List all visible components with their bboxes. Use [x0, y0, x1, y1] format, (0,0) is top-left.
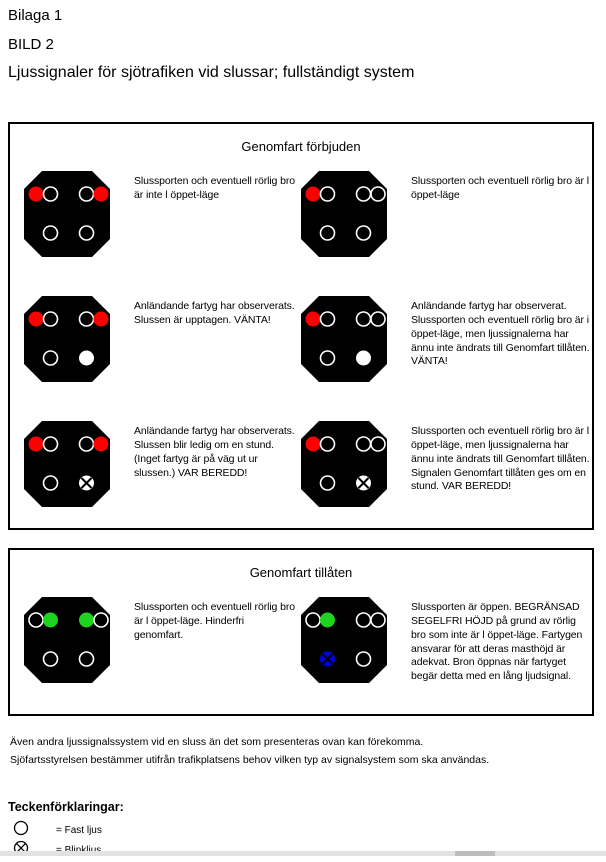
light-off	[44, 351, 58, 365]
light-off	[44, 476, 58, 490]
signal-panel	[24, 421, 110, 512]
signal-description: Slussporten och eventuell rörlig bro är l öppet-läge, men ljussignalerna har ännu inte ändrats till Genomfart tillåten. Signalen Genomfart tillåten ges om en stund. VAR BEREDD!	[411, 425, 590, 493]
light-off	[44, 312, 58, 326]
light-red	[306, 312, 321, 327]
light-off	[29, 613, 43, 627]
signal-entry	[10, 412, 301, 537]
signal-description: Anländande fartyg har observerats. Slussen är upptagen. VÄNTA!	[134, 300, 295, 326]
light-off	[371, 312, 385, 326]
light-off	[357, 652, 371, 666]
light-off	[357, 226, 371, 240]
signal-panel	[301, 597, 387, 688]
light-off	[44, 226, 58, 240]
light-off	[44, 652, 58, 666]
section-title: Genomfart tillåten	[249, 565, 353, 580]
light-white	[79, 351, 94, 366]
signal-entries	[10, 588, 592, 698]
signal-entry	[301, 588, 592, 698]
signal-panel-octagon	[301, 597, 387, 683]
signal-panel-octagon	[24, 296, 110, 382]
section-genomfart-tillaten	[8, 548, 594, 716]
light-red	[29, 312, 44, 327]
light-green	[320, 613, 335, 628]
signal-entries	[10, 162, 592, 537]
light-off	[80, 652, 94, 666]
signal-description: Anländande fartyg har observerats. Slussen blir ledig om en stund. (Inget fartyg är på väg ut ur slussen.) VAR BEREDD!	[134, 425, 295, 479]
light-green	[79, 613, 94, 628]
signal-description: Slussporten och eventuell rörlig bro är l öppet-läge. Hinderfri genomfart.	[134, 601, 295, 641]
signal-entry	[301, 287, 592, 412]
signal-panel	[24, 296, 110, 387]
signal-description: Slussporten är öppen. BEGRÄNSAD SEGELFRI HÖJD på grund av rörlig bro som inte är l öppet-läge. Fartygen ansvarar för att deras masthöjd är adekvat. Bron öppnas när fartyget begär detta med en lång ljudsignal.	[411, 601, 583, 683]
horizontal-scrollbar-track[interactable]	[0, 851, 606, 856]
light-off	[80, 312, 94, 326]
light-off	[80, 226, 94, 240]
signal-description: Slussporten och eventuell rörlig bro är l öppet-läge	[411, 175, 589, 201]
legend-title: Teckenförklaringar:	[8, 800, 124, 814]
section-genomfart-forbjuden	[8, 122, 594, 530]
signal-entry	[301, 162, 592, 287]
signal-panel	[24, 597, 110, 688]
signal-description: Anländande fartyg har observerat. Slussporten och eventuell rörlig bro är i öppet-läge, men ljussignalerna har ännu inte ändrats till Genomfart tillåten. VÄNTA!	[411, 300, 590, 368]
signal-entry	[10, 287, 301, 412]
light-off	[357, 312, 371, 326]
light-off	[321, 312, 335, 326]
light-off	[371, 613, 385, 627]
light-red	[306, 187, 321, 202]
light-off	[371, 437, 385, 451]
light-off	[80, 187, 94, 201]
signal-entry	[10, 162, 301, 287]
signal-panel-octagon	[301, 421, 387, 507]
signal-panel-octagon	[24, 597, 110, 683]
light-off	[306, 613, 320, 627]
signal-panel-octagon	[301, 296, 387, 382]
light-off	[321, 226, 335, 240]
section-title: Genomfart förbjuden	[241, 139, 361, 154]
light-off	[321, 187, 335, 201]
light-off	[80, 437, 94, 451]
page-title: Ljussignaler för sjötrafiken vid slussar; fullständigt system	[8, 64, 415, 81]
signal-panel	[301, 171, 387, 262]
signal-panel	[301, 296, 387, 387]
signal-description: Slussporten och eventuell rörlig bro är inte l öppet-läge	[134, 175, 295, 201]
signal-entry	[301, 412, 592, 537]
signal-panel	[24, 171, 110, 262]
signal-panel-octagon	[24, 421, 110, 507]
light-green	[43, 613, 58, 628]
horizontal-scrollbar-thumb[interactable]	[455, 851, 495, 856]
light-red	[94, 437, 109, 452]
light-off	[44, 437, 58, 451]
light-red	[29, 437, 44, 452]
light-red	[306, 437, 321, 452]
footnote: Sjöfartsstyrelsen bestämmer utifrån trafikplatsens behov vilken typ av signalsystem som ska användas.	[10, 754, 490, 766]
signal-panel-octagon	[301, 171, 387, 257]
signal-panel-octagon	[24, 171, 110, 257]
legend-label: = Fast ljus	[56, 825, 102, 836]
signal-panel	[301, 421, 387, 512]
light-off	[321, 351, 335, 365]
light-off	[357, 437, 371, 451]
light-off	[44, 187, 58, 201]
light-red	[94, 187, 109, 202]
signal-entry	[10, 588, 301, 698]
light-red	[94, 312, 109, 327]
figure-label: BILD 2	[8, 36, 54, 53]
annex-label: Bilaga 1	[8, 7, 63, 24]
light-off	[321, 437, 335, 451]
light-off	[357, 613, 371, 627]
light-off	[94, 613, 108, 627]
light-white	[356, 351, 371, 366]
light-off	[357, 187, 371, 201]
light-off	[371, 187, 385, 201]
light-red	[29, 187, 44, 202]
light-off	[321, 476, 335, 490]
footnote: Även andra ljussignalssystem vid en sluss än det som presenteras ovan kan förekomma.	[10, 736, 424, 748]
